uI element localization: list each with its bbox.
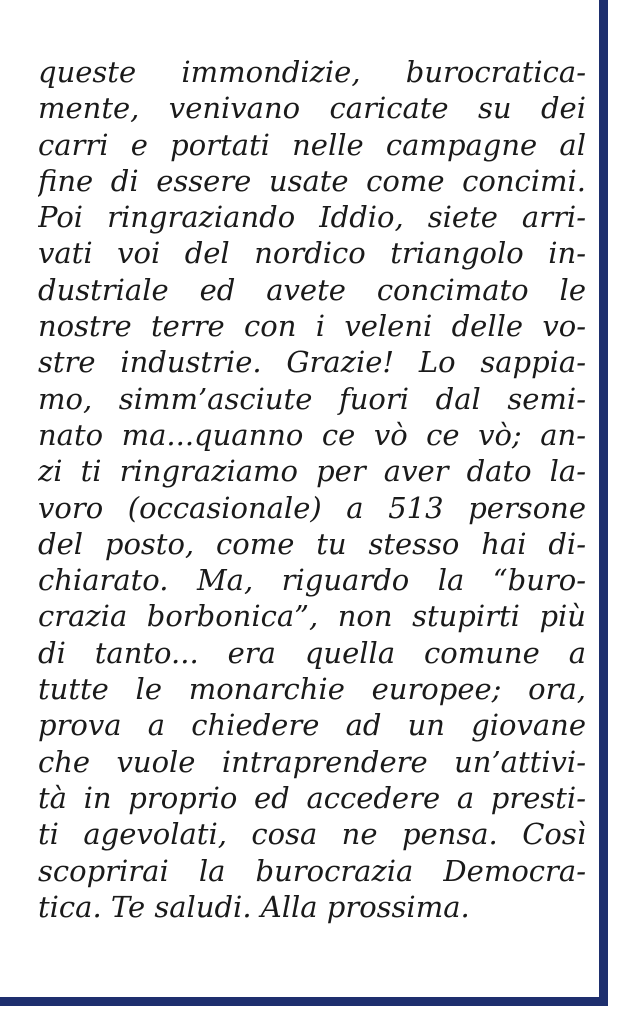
- text-line: Poi ringraziando Iddio, siete arri-: [38, 200, 586, 235]
- text-line: zi ti ringraziamo per aver dato la-: [38, 454, 586, 489]
- text-line: prova a chiedere ad un giovane: [38, 708, 586, 743]
- text-line: ti agevolati, cosa ne pensa. Così: [38, 817, 586, 852]
- text-line: nato ma...quanno ce vò ce vò; an-: [38, 417, 586, 452]
- page-border-bottom: [0, 997, 608, 1006]
- text-line: queste immondizie, burocratica-: [38, 55, 586, 89]
- text-line: crazia borbonica”, non stupirti più: [38, 599, 586, 634]
- text-line: mo, simm’asciute fuori dal semi-: [38, 381, 586, 416]
- text-line: vati voi del nordico triangolo in-: [38, 236, 586, 271]
- text-line: fine di essere usate come concimi.: [38, 163, 586, 198]
- text-line: tà in proprio ed accedere a presti-: [38, 780, 586, 815]
- page-border-right: [599, 0, 608, 1006]
- text-line: chiarato. Ma, riguardo la “buro-: [38, 563, 586, 598]
- text-line: del posto, come tu stesso hai di-: [38, 526, 586, 561]
- text-line: dustriale ed avete concimato le: [38, 272, 586, 307]
- text-line: di tanto... era quella comune a: [38, 635, 586, 670]
- text-line: stre industrie. Grazie! Lo sappia-: [38, 345, 586, 380]
- text-line: nostre terre con i veleni delle vo-: [38, 309, 586, 344]
- article-column: [38, 54, 586, 925]
- text-line: carri e portati nelle campagne al: [38, 127, 586, 162]
- text-line: scoprirai la burocrazia Democra-: [38, 853, 586, 888]
- text-line: tutte le monarchie europee; ora,: [38, 672, 586, 707]
- text-line: che vuole intraprendere un’attivi-: [38, 744, 586, 779]
- text-line: mente, venivano caricate su dei: [38, 91, 586, 126]
- text-line: voro (occasionale) a 513 persone: [38, 490, 586, 525]
- text-line: tica. Te saludi. Alla prossima.: [38, 889, 470, 924]
